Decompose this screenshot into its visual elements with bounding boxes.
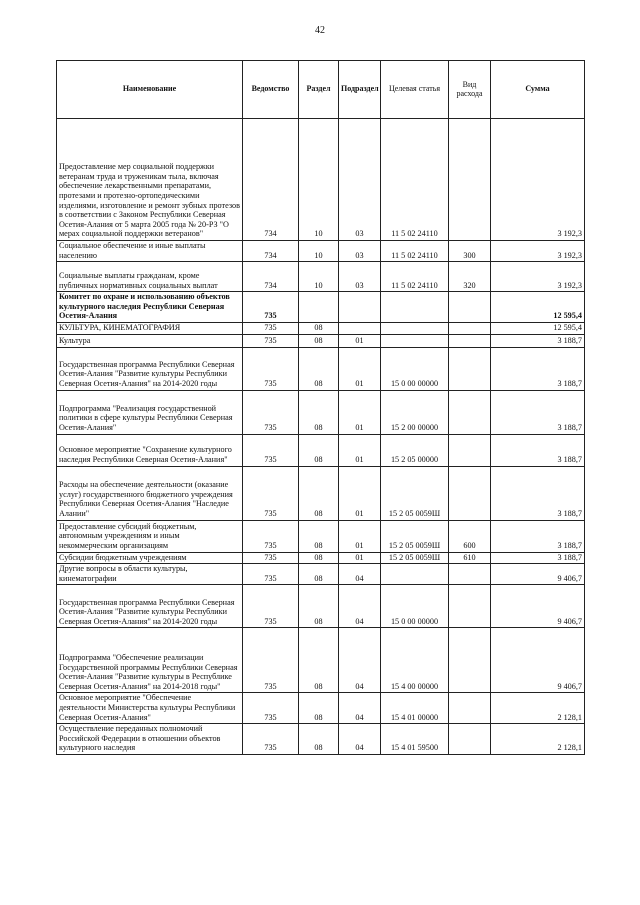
- table-row: [57, 241, 585, 262]
- table-row: [57, 564, 585, 585]
- cell-subsection: 01: [339, 390, 381, 434]
- cell-section: [299, 292, 339, 323]
- table-row: [57, 292, 585, 323]
- cell-name: Государственная программа Республики Северная Осетия-Алания "Развитие культуры Республики Северная Осетия-Алания" на 2014-2020 годы: [57, 347, 243, 390]
- cell-article: 15 2 05 0059Ш: [381, 552, 449, 564]
- cell-article: 15 4 00 00000: [381, 628, 449, 693]
- cell-section: 08: [299, 552, 339, 564]
- cell-sum: 3 188,7: [491, 520, 585, 552]
- cell-dept: 735: [243, 552, 299, 564]
- table-row: [57, 724, 585, 755]
- cell-name: Предоставление мер социальной поддержки ветеранам труда и труженикам тыла, включая обеспечение лекарственными препаратами, протезами и протезно-ортопедическими изделиями, изготовление и ремонт зубных протезов в соответствии с Законом Республики Северная Осетия-Алания от 5 марта 2005 года № 20-РЗ "О мерах социальной поддержки ветеранов": [57, 119, 243, 241]
- cell-dept: 735: [243, 628, 299, 693]
- cell-section: 08: [299, 628, 339, 693]
- cell-section: 08: [299, 520, 339, 552]
- cell-kind: [449, 466, 491, 520]
- page-number: 42: [315, 25, 325, 36]
- cell-article: 15 0 00 00000: [381, 585, 449, 628]
- cell-article: 15 2 05 0059Ш: [381, 466, 449, 520]
- cell-article: [381, 334, 449, 347]
- cell-name: Комитет по охране и использованию объектов культурного наследия Республики Северная Осетия-Алания: [57, 292, 243, 323]
- cell-subsection: 04: [339, 724, 381, 755]
- cell-name: Расходы на обеспечение деятельности (оказание услуг) государственного бюджетного учреждения Республики Северная Осетия-Алания "Наследие Алании": [57, 466, 243, 520]
- cell-dept: 735: [243, 434, 299, 466]
- cell-kind: [449, 628, 491, 693]
- cell-kind: [449, 585, 491, 628]
- cell-subsection: 04: [339, 628, 381, 693]
- cell-subsection: [339, 322, 381, 334]
- cell-kind: 320: [449, 262, 491, 292]
- cell-sum: 3 188,7: [491, 552, 585, 564]
- table-row: [57, 347, 585, 390]
- cell-section: 08: [299, 693, 339, 724]
- cell-name: Культура: [57, 334, 243, 347]
- cell-kind: 300: [449, 241, 491, 262]
- cell-sum: 2 128,1: [491, 693, 585, 724]
- cell-section: 08: [299, 334, 339, 347]
- table-row: [57, 585, 585, 628]
- cell-section: 10: [299, 241, 339, 262]
- cell-section: 08: [299, 347, 339, 390]
- cell-kind: [449, 390, 491, 434]
- header-article: Целевая статья: [381, 61, 449, 119]
- table-row: [57, 552, 585, 564]
- cell-sum: 3 188,7: [491, 390, 585, 434]
- cell-name: Другие вопросы в области культуры, кинематографии: [57, 564, 243, 585]
- budget-table: [56, 60, 585, 755]
- cell-article: 11 5 02 24110: [381, 119, 449, 241]
- cell-dept: 735: [243, 693, 299, 724]
- header-name: Наименование: [57, 61, 243, 119]
- cell-name: Социальное обеспечение и иные выплаты населению: [57, 241, 243, 262]
- cell-subsection: 01: [339, 434, 381, 466]
- cell-sum: 3 192,3: [491, 119, 585, 241]
- cell-kind: 610: [449, 552, 491, 564]
- cell-sum: 3 188,7: [491, 347, 585, 390]
- cell-subsection: 01: [339, 520, 381, 552]
- cell-kind: [449, 334, 491, 347]
- cell-kind: 600: [449, 520, 491, 552]
- cell-dept: 735: [243, 466, 299, 520]
- cell-dept: 735: [243, 585, 299, 628]
- cell-name: КУЛЬТУРА, КИНЕМАТОГРАФИЯ: [57, 322, 243, 334]
- table-row: [57, 434, 585, 466]
- table-row: [57, 693, 585, 724]
- cell-dept: 735: [243, 322, 299, 334]
- cell-dept: 734: [243, 119, 299, 241]
- cell-kind: [449, 347, 491, 390]
- cell-name: Социальные выплаты гражданам, кроме публичных нормативных социальных выплат: [57, 262, 243, 292]
- cell-dept: 735: [243, 520, 299, 552]
- cell-kind: [449, 693, 491, 724]
- cell-name: Предоставление субсидий бюджетным, автономным учреждениям и иным некоммерческим организациям: [57, 520, 243, 552]
- cell-kind: [449, 322, 491, 334]
- cell-subsection: 03: [339, 241, 381, 262]
- cell-subsection: 03: [339, 262, 381, 292]
- cell-subsection: [339, 292, 381, 323]
- cell-sum: 2 128,1: [491, 724, 585, 755]
- cell-dept: 735: [243, 292, 299, 323]
- cell-sum: 3 192,3: [491, 262, 585, 292]
- table-row: [57, 520, 585, 552]
- cell-kind: [449, 434, 491, 466]
- cell-subsection: 03: [339, 119, 381, 241]
- table-body: [57, 119, 585, 755]
- cell-article: 11 5 02 24110: [381, 241, 449, 262]
- cell-section: 10: [299, 262, 339, 292]
- cell-dept: 734: [243, 241, 299, 262]
- cell-subsection: 01: [339, 466, 381, 520]
- header-kind: Вид расхода: [449, 61, 491, 119]
- cell-kind: [449, 564, 491, 585]
- cell-article: 11 5 02 24110: [381, 262, 449, 292]
- cell-name: Основное мероприятие "Сохранение культурного наследия Республики Северная Осетия-Алания": [57, 434, 243, 466]
- cell-section: 10: [299, 119, 339, 241]
- cell-subsection: 04: [339, 585, 381, 628]
- cell-subsection: 01: [339, 334, 381, 347]
- cell-section: 08: [299, 390, 339, 434]
- table-row: [57, 322, 585, 334]
- cell-dept: 735: [243, 334, 299, 347]
- cell-kind: [449, 724, 491, 755]
- cell-sum: 3 188,7: [491, 434, 585, 466]
- header-row: [57, 61, 585, 119]
- header-sum: Сумма: [491, 61, 585, 119]
- table-row: [57, 262, 585, 292]
- cell-section: 08: [299, 724, 339, 755]
- cell-section: 08: [299, 564, 339, 585]
- cell-article: [381, 322, 449, 334]
- table-row: [57, 334, 585, 347]
- cell-kind: [449, 119, 491, 241]
- cell-article: 15 4 01 00000: [381, 693, 449, 724]
- cell-sum: 12 595,4: [491, 292, 585, 323]
- cell-name: Подпрограмма "Реализация государственной политики в сфере культуры Республики Северная Осетия-Алания": [57, 390, 243, 434]
- cell-sum: 3 192,3: [491, 241, 585, 262]
- table-row: [57, 466, 585, 520]
- cell-sum: 3 188,7: [491, 466, 585, 520]
- cell-kind: [449, 292, 491, 323]
- table-row: [57, 390, 585, 434]
- table-row: [57, 119, 585, 241]
- header-section: Раздел: [299, 61, 339, 119]
- cell-subsection: 01: [339, 552, 381, 564]
- cell-article: 15 2 00 00000: [381, 390, 449, 434]
- cell-dept: 735: [243, 390, 299, 434]
- table-row: [57, 628, 585, 693]
- cell-article: 15 0 00 00000: [381, 347, 449, 390]
- cell-dept: 734: [243, 262, 299, 292]
- cell-sum: 9 406,7: [491, 585, 585, 628]
- cell-section: 08: [299, 434, 339, 466]
- cell-subsection: 01: [339, 347, 381, 390]
- cell-dept: 735: [243, 724, 299, 755]
- cell-sum: 3 188,7: [491, 334, 585, 347]
- cell-name: Осуществление переданных полномочий Российской Федерации в отношении объектов культурного наследия: [57, 724, 243, 755]
- cell-dept: 735: [243, 347, 299, 390]
- cell-section: 08: [299, 585, 339, 628]
- cell-name: Субсидии бюджетным учреждениям: [57, 552, 243, 564]
- cell-sum: 9 406,7: [491, 564, 585, 585]
- cell-sum: 12 595,4: [491, 322, 585, 334]
- cell-section: 08: [299, 322, 339, 334]
- cell-article: 15 4 01 59500: [381, 724, 449, 755]
- cell-name: Подпрограмма "Обеспечение реализации Государственной программы Республики Северная Осетия-Алания "Развитие культуры в Республике Северная Осетия-Алания" на 2014-2018 годы": [57, 628, 243, 693]
- cell-subsection: 04: [339, 564, 381, 585]
- cell-article: 15 2 05 0059Ш: [381, 520, 449, 552]
- cell-name: Государственная программа Республики Северная Осетия-Алания "Развитие культуры Республики Северная Осетия-Алания" на 2014-2020 годы: [57, 585, 243, 628]
- cell-section: 08: [299, 466, 339, 520]
- cell-name: Основное мероприятие "Обеспечение деятельности Министерства культуры Республики Северная Осетия-Алания": [57, 693, 243, 724]
- cell-subsection: 04: [339, 693, 381, 724]
- cell-article: [381, 292, 449, 323]
- header-subsection: Подраздел: [339, 61, 381, 119]
- header-dept: Ведомство: [243, 61, 299, 119]
- cell-dept: 735: [243, 564, 299, 585]
- cell-article: 15 2 05 00000: [381, 434, 449, 466]
- cell-article: [381, 564, 449, 585]
- cell-sum: 9 406,7: [491, 628, 585, 693]
